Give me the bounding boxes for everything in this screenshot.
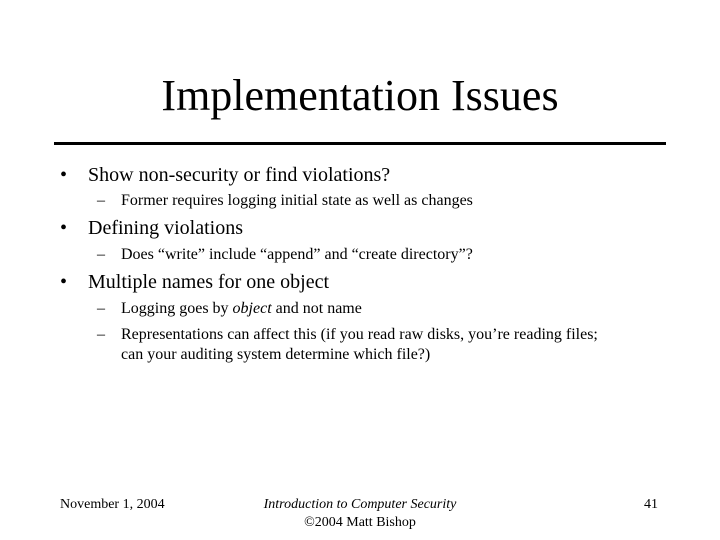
footer-page-number: 41 bbox=[644, 497, 658, 512]
sub-bullet-text-line1: Representations can affect this (if you read raw disks, you’re reading files; bbox=[121, 326, 598, 343]
bullet-text: Defining violations bbox=[88, 217, 243, 239]
sub-bullet-text-emphasis: object bbox=[232, 300, 272, 317]
footer-course bbox=[200, 496, 520, 532]
slide-title: Implementation Issues bbox=[161, 71, 559, 120]
title-underline bbox=[54, 142, 666, 145]
bullet-item bbox=[60, 270, 329, 294]
bullet-glyph: • bbox=[60, 271, 68, 293]
sub-bullet-text: Does “write” include “append” and “create directory”? bbox=[121, 246, 473, 263]
bullet-glyph: • bbox=[60, 217, 68, 239]
sub-bullet-item bbox=[97, 245, 473, 265]
dash-glyph: – bbox=[97, 326, 105, 343]
sub-bullet-text-line2: can your auditing system determine which file?) bbox=[121, 346, 431, 363]
sub-bullet-item bbox=[97, 299, 362, 319]
bullet-item bbox=[60, 216, 243, 240]
footer-course-title: Introduction to Computer Security bbox=[263, 497, 457, 512]
bullet-text: Show non-security or find violations? bbox=[88, 164, 391, 186]
bullet-item bbox=[60, 163, 390, 187]
footer-date: November 1, 2004 bbox=[60, 497, 165, 512]
sub-bullet-text-post: and not name bbox=[271, 300, 362, 317]
sub-bullet-item bbox=[97, 325, 598, 365]
footer-copyright: ©2004 Matt Bishop bbox=[304, 515, 416, 530]
dash-glyph: – bbox=[97, 192, 105, 209]
dash-glyph: – bbox=[97, 246, 105, 263]
sub-bullet-text: Former requires logging initial state as well as changes bbox=[121, 192, 473, 209]
bullet-glyph: • bbox=[60, 164, 68, 186]
sub-bullet-text-pre: Logging goes by bbox=[121, 300, 233, 317]
sub-bullet-item bbox=[97, 191, 473, 211]
dash-glyph: – bbox=[97, 300, 105, 317]
bullet-text: Multiple names for one object bbox=[88, 271, 330, 293]
